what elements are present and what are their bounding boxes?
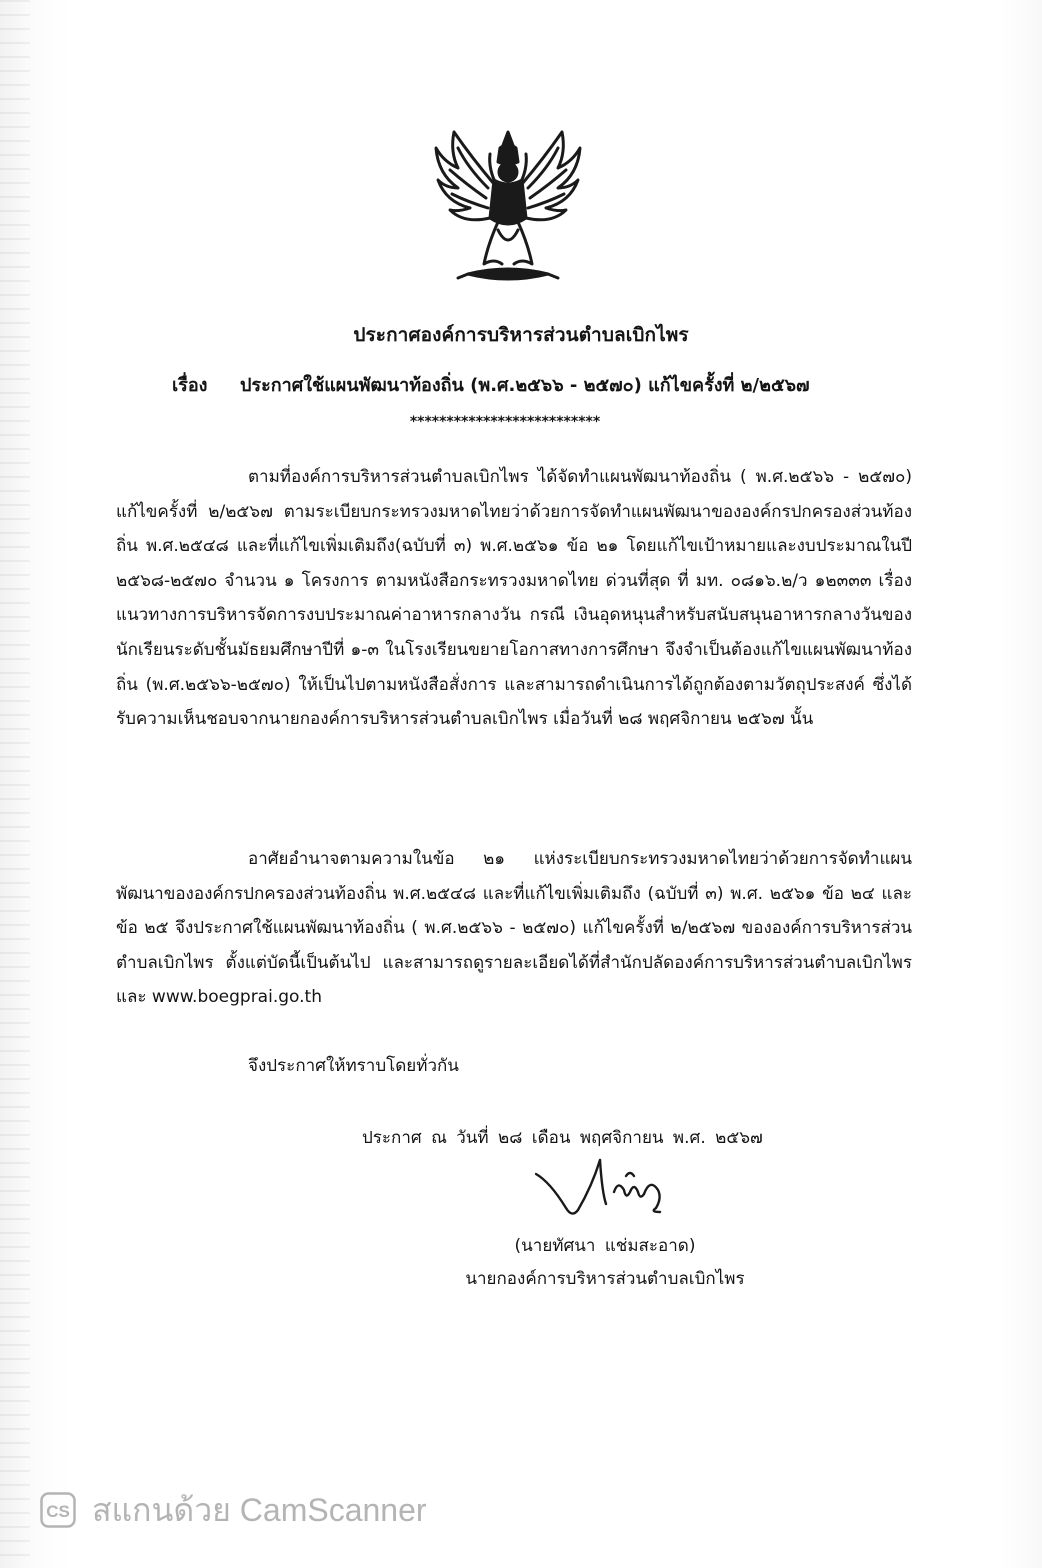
camscanner-watermark <box>40 1490 427 1530</box>
body-paragraph-1: ตามที่องค์การบริหารส่วนตำบลเบิกไพร ได้จัดทำแผนพัฒนาท้องถิ่น ( พ.ศ.๒๕๖๖ - ๒๕๗๐) แก้ไขครั้งที่ ๒/๒๕๖๗ ตามระเบียบกระทรวงมหาดไทยว่าด้วยการจัดทำแผนพัฒนาขององค์กรปกครองส่วนท้องถิ่น พ.ศ.๒๕๔๘ และที่แก้ไขเพิ่มเติมถึง(ฉบับที่ ๓) พ.ศ.๒๕๖๑ ข้อ ๒๑ โดยแก้ไขเป้าหมายและงบประมาณในปี ๒๕๖๘-๒๕๗๐ จำนวน ๑ โครงการ ตามหนังสือกระทรวงมหาดไทย ด่วนที่สุด ที่ มท. ๐๘๑๖.๒/ว ๑๒๓๓๓ เรื่อง แนวทางการบริหารจัดการงบประมาณค่าอาหารกลางวัน กรณี เงินอุดหนุนสำหรับสนับสนุนอาหารกลางวันของนักเรียนระดับชั้นมัธยมศึกษาปีที่ ๑-๓ ในโรงเรียนขยายโอกาสทางการศึกษา จึงจำเป็นต้องแก้ไขแผนพัฒนาท้องถิ่น (พ.ศ.๒๕๖๖-๒๕๗๐) ให้เป็นไปตามหนังสือสั่งการ และสามารถดำเนินการได้ถูกต้องตามวัตถุประสงค์ ซึ่งได้รับความเห็นชอบจากนายกองค์การบริหารส่วนตำบลเบิกไพร เมื่อวันที่ ๒๘ พฤศจิกายน ๒๕๖๗ นั้น <box>116 467 912 730</box>
scan-edge-shadow <box>0 0 30 1568</box>
watermark-text: สแกนด้วย CamScanner <box>92 1491 427 1528</box>
camscanner-logo-icon <box>40 1492 76 1528</box>
signer-name: (นายทัศนา แช่มสะอาด) <box>514 1236 696 1256</box>
signer-position: นายกองค์การบริหารส่วนตำบลเบิกไพร <box>465 1269 745 1289</box>
announcement-title: ประกาศองค์การบริหารส่วนตำบลเบิกไพร <box>353 324 689 346</box>
announcement-date: ประกาศ ณ วันที่ ๒๘ เดือน พฤศจิกายน พ.ศ. ๒๕๖๗ <box>362 1128 763 1148</box>
subject-text: ประกาศใช้แผนพัฒนาท้องถิ่น (พ.ศ.๒๕๖๖ - ๒๕๗๐) แก้ไขครั้งที่ ๒/๒๕๖๗ <box>240 375 810 396</box>
separator-line: ************************** <box>409 414 601 430</box>
subject-label: เรื่อง <box>172 375 208 396</box>
subject-row <box>172 370 992 399</box>
garuda-emblem-icon <box>428 118 588 290</box>
camscanner-logo-text: CS <box>46 1502 70 1521</box>
handwritten-signature <box>530 1152 690 1236</box>
closing-statement: จึงประกาศให้ทราบโดยทั่วกัน <box>248 1056 459 1076</box>
body-paragraph-2: อาศัยอำนาจตามความในข้อ ๒๑ แห่งระเบียบกระทรวงมหาดไทยว่าด้วยการจัดทำแผนพัฒนาขององค์กรปกครองส่วนท้องถิ่น พ.ศ.๒๕๔๘ และที่แก้ไขเพิ่มเติมถึง (ฉบับที่ ๓) พ.ศ. ๒๕๖๑ ข้อ ๒๔ และข้อ ๒๕ จึงประกาศใช้แผนพัฒนาท้องถิ่น ( พ.ศ.๒๕๖๖ - ๒๕๗๐) แก้ไขครั้งที่ ๒/๒๕๖๗ ขององค์การบริหารส่วนตำบลเบิกไพร ตั้งแต่บัดนี้เป็นต้นไป และสามารถดูรายละเอียดได้ที่สำนักปลัดองค์การบริหารส่วนตำบลเบิกไพร และ www.boegprai.go.th <box>116 849 912 1008</box>
